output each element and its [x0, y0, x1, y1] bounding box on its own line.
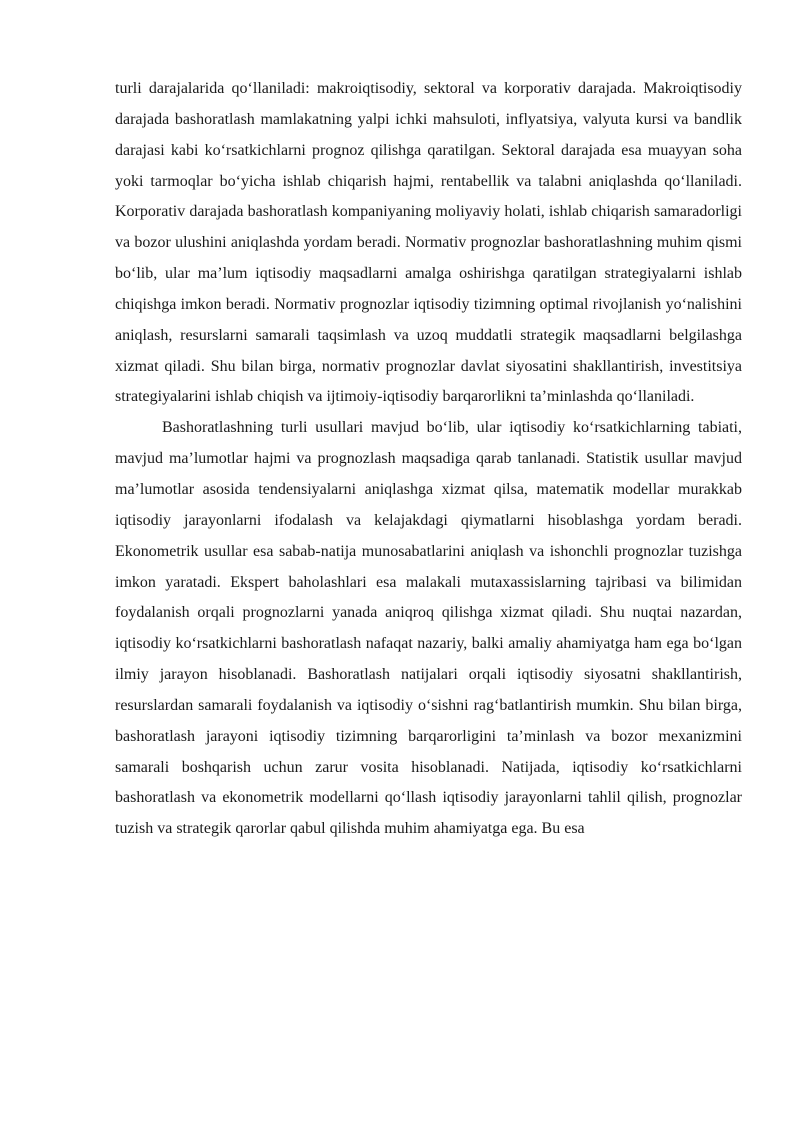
paragraph-continuation: turli darajalarida qo‘llaniladi: makroiqtisodiy, sektoral va korporativ darajada. Makroiqtisodiy darajada bashoratlash mamlakatning yalpi ichki mahsuloti, inflyatsiya, valyuta kursi va bandlik darajasi kabi ko‘rsatkichlarni prognoz qilishga qaratilgan. Sektoral darajada esa muayyan soha yoki tarmoqlar bo‘yicha ishlab chiqarish hajmi, rentabellik va talabni aniqlashda qo‘llaniladi. Korporativ darajada bashoratlash kompaniyaning moliyaviy holati, ishlab chiqarish samaradorligi va bozor ulushini aniqlashda yordam beradi. Normativ prognozlar bashoratlashning muhim qismi bo‘lib, ular ma’lum iqtisodiy maqsadlarni amalga oshirishga qaratilgan strategiyalarni ishlab chiqishga imkon beradi. Normativ prognozlar iqtisodiy tizimning optimal rivojlanish yo‘nalishini aniqlash, resurslarni samarali taqsimlash va uzoq muddatli strategik maqsadlarni belgilashga xizmat qiladi. Shu bilan birga, normativ prognozlar davlat siyosatini shakllantirish, investitsiya strategiyalarini ishlab chiqish va ijtimoiy-iqtisodiy barqarorlikni ta’minlashda qo‘llaniladi. [115, 80, 742, 406]
document-body [115, 74, 742, 845]
paragraph-forecasting-methods: Bashoratlashning turli usullari mavjud bo‘lib, ular iqtisodiy ko‘rsatkichlarning tabiati, mavjud ma’lumotlar hajmi va prognozlash maqsadiga qarab tanlanadi. Statistik usullar mavjud ma’lumotlar asosida tendensiyalarni aniqlashga xizmat qilsa, matematik modellar murakkab iqtisodiy jarayonlarni ifodalash va kelajakdagi qiymatlarni hisoblashga yordam beradi. Ekonometrik usullar esa sabab-natija munosabatlarini aniqlash va ishonchli prognozlar tuzishga imkon yaratadi. Ekspert baholashlari esa malakali mutaxassislarning tajribasi va bilimidan foydalanish orqali prognozlarni yanada aniqroq qilishga xizmat qiladi. Shu nuqtai nazardan, iqtisodiy ko‘rsatkichlarni bashoratlash nafaqat nazariy, balki amaliy ahamiyatga ham ega bo‘lgan ilmiy jarayon hisoblanadi. Bashoratlash natijalari orqali iqtisodiy siyosatni shakllantirish, resurslardan samarali foydalanish va iqtisodiy o‘sishni rag‘batlantirish mumkin. Shu bilan birga, bashoratlash jarayoni iqtisodiy tizimning barqarorligini ta’minlash va bozor mexanizmini samarali boshqarish uchun zarur vosita hisoblanadi. Natijada, iqtisodiy ko‘rsatkichlarni bashoratlash va ekonometrik modellarni qo‘llash iqtisodiy jarayonlarni tahlil qilish, prognozlar tuzish va strategik qarorlar qabul qilishda muhim ahamiyatga ega. Bu esa [115, 419, 742, 838]
